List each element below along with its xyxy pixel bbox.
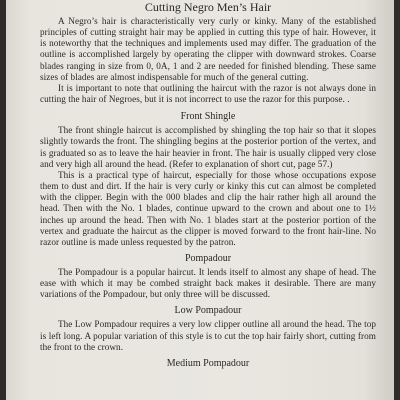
page-text — [40, 0, 376, 372]
section-heading-medium-pompadour: Medium Pompadour — [166, 357, 250, 369]
section-paragraph: This is a practical type of haircut, especially for those whose occupations expose them to dust and dirt. If the hair is very curly or kinky this cut can almost be completed with the clipper. Begin with the 000 blades and clip the hair rather high all around the head. Then with the No. 1 blades, continue upward to the crown and about one to 1½ inches up around the head. Then with No. 1 blades start at the posterior portion of the vertex and graduate the haircut as the clipper is moved forward to the front hair-line. No razor outline is made unless requested by the patron. — [40, 169, 376, 247]
section-paragraph: The front shingle haircut is accomplished by shingling the top hair so that it slopes slightly towards the front. The shingling begins at the posterior portion of the vertex, and is graduated so as to leave the hair heavier in front. The hair is usually clipped very close and very high all around the head. (Refer to explanation of short cut, page 57.) — [40, 125, 376, 169]
intro-paragraph: A Negro’s hair is characteristically very curly or kinky. Many of the established principles of cutting straight hair may be applied in cutting this type of hair. However, it is noteworthy that the techniques and implements used may differ. The graduation of the outline is accomplished largely by operating the clipper with downward strokes. Coarse blades ranging in size from 0, 0A, 1 and 2 are needed for finished blending. These same sizes of blades are almost indispensable for much of the general cutting. — [40, 16, 376, 82]
section-heading-pompadour: Pompadour — [184, 252, 232, 264]
section-paragraph: The Pompadour is a popular haircut. It lends itself to almost any shape of head. The ease with which it may be combed straight back makes it desirable. There are many variations of the Pompadour, but only three will be discussed. — [40, 266, 376, 300]
book-page — [6, 0, 394, 400]
intro-paragraph: It is important to note that outlining the haircut with the razor is not always done in cutting the hair of Negroes, but it is not incorrect to use the razor for this purpose. . — [40, 82, 376, 105]
section-heading-front-shingle: Front Shingle — [180, 111, 236, 123]
section-paragraph: The Low Pompadour requires a very low clipper outline all around the head. The top is left long. A popular variation of this style is to cut the top hair fairly short, cutting from the front to the crown. — [40, 319, 376, 352]
section-heading-low-pompadour: Low Pompadour — [174, 305, 242, 317]
page-title: Cutting Negro Men’s Hair — [144, 0, 272, 14]
